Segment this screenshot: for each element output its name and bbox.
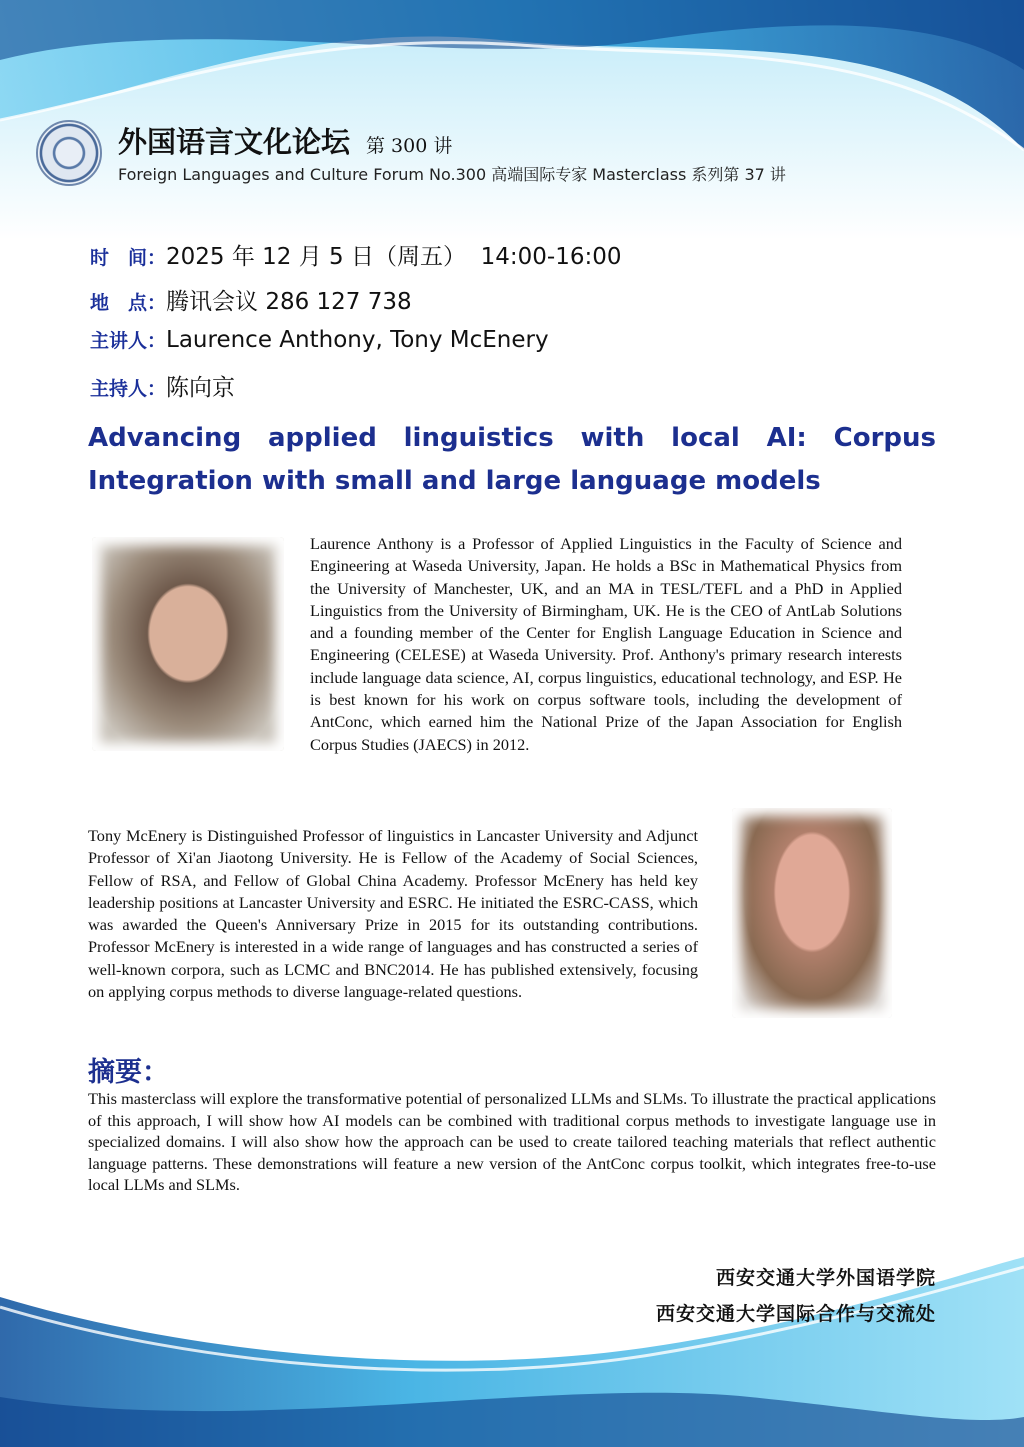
speaker-photo-anthony <box>92 537 284 751</box>
info-location: 地 点：腾讯会议 286 127 738 <box>90 289 412 315</box>
forum-issue: 第 300 讲 <box>366 135 453 157</box>
bottom-wave-decoration <box>0 1227 1024 1447</box>
info-speakers: 主讲人：Laurence Anthony, Tony McEnery <box>90 327 549 353</box>
bio-mcenery: Tony McEnery is Distinguished Professor of linguistics in Lancaster University and Adjunct Professor of Xi'an Jiaotong University. He is Fellow of the Academy of Social Sciences, Fellow of RSA, and Fellow of Global China Academy. Professor McEnery has held key leadership positions at Lancaster University and ESRC. He initiated the ESRC-CASS, which was awarded the Queen's Anniversary Prize in 2015 for its outstanding contributions. Professor McEnery is interested in a wide range of languages and has constructed a series of well-known corpora, such as LCMC and BNC2014. He has published extensively, focusing on applying corpus methods to diverse language-related questions. <box>88 826 698 1002</box>
speaker-photo-mcenery <box>732 808 892 1018</box>
organizer-2: 西安交通大学国际合作与交流处 <box>655 1303 936 1325</box>
organizer-1: 西安交通大学外国语学院 <box>715 1267 936 1289</box>
info-host: 主持人：陈向京 <box>90 375 236 401</box>
bio-anthony: Laurence Anthony is a Professor of Applied Linguistics in the Faculty of Science and Engineering at Waseda University, Japan. He holds a BSc in Mathematical Physics from the University of Manchester, UK, and an MA in TESL/TEFL and a PhD in Applied Linguistics from the University of Birmingham, UK. He is the CEO of AntLab Solutions and a founding member of the Center for English Language Education in Science and Engineering (CELESE) at Waseda University. Prof. Anthony's primary research interests include language data science, AI, corpus linguistics, educational technology, and ESP. He is best known for his work on corpus software tools, including the development of AntConc, which earned him the National Prize of the Japan Association for English Corpus Studies (JAECS) in 2012. <box>310 534 902 754</box>
forum-title: 外国语言文化论坛 第 300 讲 <box>118 125 453 159</box>
university-logo <box>36 120 102 186</box>
abstract-text: This masterclass will explore the transformative potential of personalized LLMs and SLMs. To illustrate the practical applications of this approach, I will show how AI models can be combined with traditional corpus methods to investigate language use in specialized domains. I will also show how the approach can be used to create tailored teaching materials that reflect authentic language patterns. These demonstrations will feature a new version of the AntConc corpus toolkit, which integrates free-to-use local LLMs and SLMs. <box>88 1089 936 1194</box>
talk-title: Advancing applied linguistics with local AI: Corpus Integration with small and large language models <box>88 423 936 496</box>
info-time: 时 间：2025 年 12 月 5 日（周五） 14:00-16:00 <box>90 244 622 270</box>
abstract-heading: 摘要： <box>88 1057 169 1088</box>
forum-subtitle: Foreign Languages and Culture Forum No.300 高端国际专家 Masterclass 系列第 37 讲 <box>118 165 786 184</box>
